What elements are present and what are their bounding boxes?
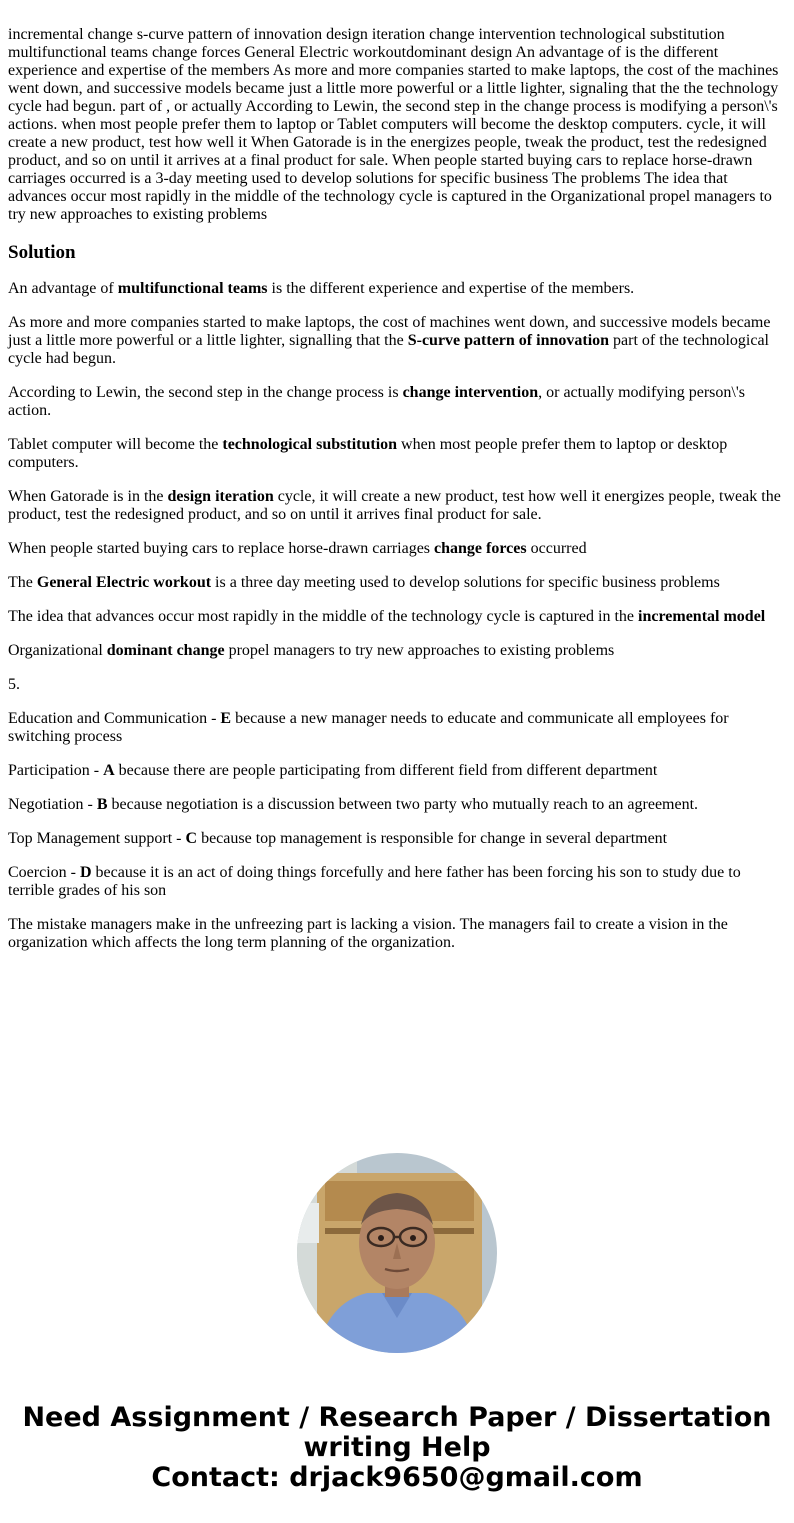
answer-paragraph: Participation - A because there are people participating from different field from different department (8, 762, 658, 779)
answer-paragraph: Negotiation - B because negotiation is a discussion between two party who mutually reach to an agreement. (8, 796, 699, 813)
answer-paragraph: Organizational dominant change propel managers to try new approaches to existing problems (8, 642, 615, 659)
answer-paragraph: When Gatorade is in the design iteration cycle, it will create a new product, test how well it energizes people, tweak the product, test the redesigned product, and so on until it arrives final product for sale. (8, 488, 781, 523)
answer-paragraph: According to Lewin, the second step in the change process is change intervention, or actually modifying person\'s action. (8, 384, 745, 419)
answer-paragraph: The idea that advances occur most rapidly in the middle of the technology cycle is captured in the incremental model (8, 608, 766, 625)
answer-paragraph: Top Management support - C because top management is responsible for change in several department (8, 830, 668, 847)
answer-paragraph: The mistake managers make in the unfreezing part is lacking a vision. The managers fail to create a vision in the organization which affects the long term planning of the organization. (8, 916, 728, 951)
answer-paragraph: Tablet computer will become the technological substitution when most people prefer them to laptop or desktop computers. (8, 436, 728, 471)
contact-email: Contact: drjack9650@gmail.com (151, 1462, 643, 1493)
solution-heading: Solution (8, 242, 76, 263)
answer-paragraph: An advantage of multifunctional teams is the different experience and expertise of the members. (8, 280, 635, 297)
answer-paragraph: Education and Communication - E because a new manager needs to educate and communicate all employees for switching process (8, 710, 729, 745)
avatar (297, 1153, 497, 1353)
promo-banner (0, 1403, 794, 1493)
main-content (8, 26, 784, 968)
person-portrait-icon (297, 1153, 497, 1353)
answer-paragraph: When people started buying cars to replace horse-drawn carriages change forces occurred (8, 540, 587, 557)
answer-paragraph: Coercion - D because it is an act of doing things forcefully and here father has been forcing his son to study due to terrible grades of his son (8, 864, 741, 899)
answer-paragraph: The General Electric workout is a three day meeting used to develop solutions for specific business problems (8, 574, 720, 591)
promo-line: writing Help (303, 1432, 491, 1463)
promo-line: Need Assignment / Research Paper / Dissertation (22, 1402, 772, 1433)
answer-paragraph: As more and more companies started to make laptops, the cost of machines went down, and successive models became just a little more powerful or a little lighter, signalling that the S-curve pattern of innovation part of the technological cycle had begun. (8, 314, 771, 367)
question-text: incremental change s-curve pattern of innovation design iteration change intervention technological substitution multifunctional teams change forces General Electric workoutdominant design An advantage of is the different experience and expertise of the members As more and more companies started to make laptops, the cost of the machines went down, and successive models became just a little more powerful or a little lighter, signaling that the the technology cycle had begun. part of , or actually According to Lewin, the second step in the change process is modifying a person\'s actions. when most people prefer them to laptop or Tablet computers will become the desktop computers. cycle, it will create a new product, test how well it When Gatorade is in the energizes people, tweak the product, test the redesigned product, and so on until it arrives at a final product for sale. When people started buying cars to replace horse-drawn carriages occurred is a 3-day meeting used to develop solutions for specific business The problems The idea that advances occur most rapidly in the middle of the technology cycle is captured in the Organizational propel managers to try new approaches to existing problems (8, 26, 779, 223)
section-number: 5. (8, 676, 20, 693)
answer-list (8, 280, 784, 952)
